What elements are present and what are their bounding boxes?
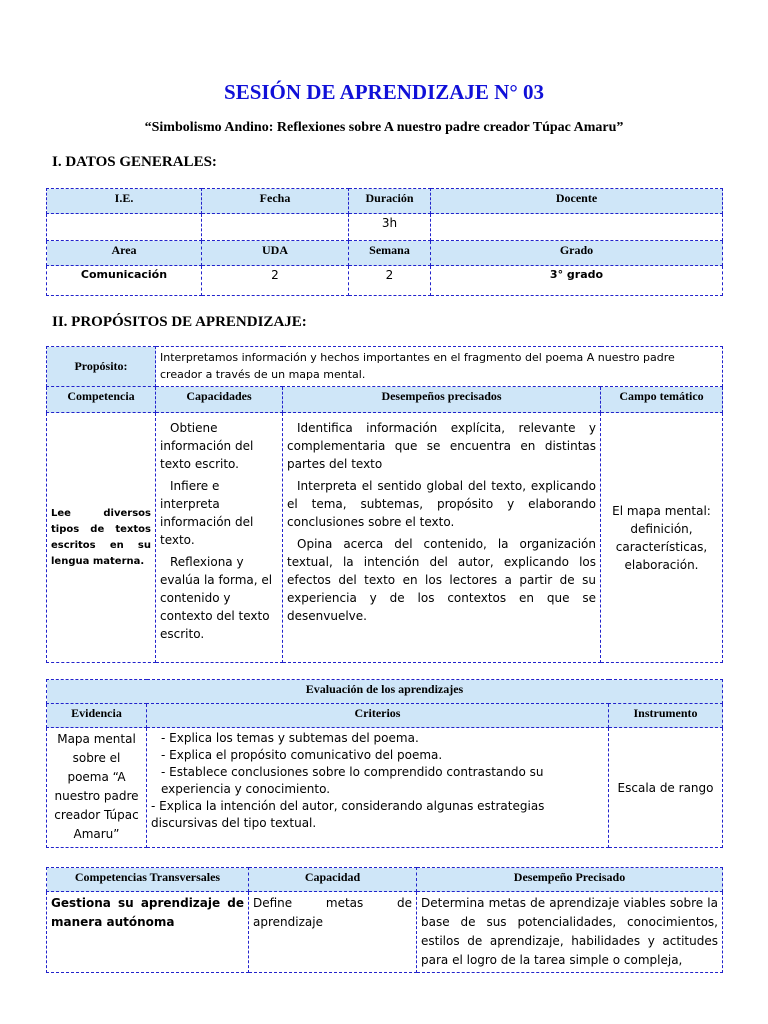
desempenos-cell <box>283 413 601 663</box>
criterio-item: - Explica los temas y subtemas del poema. <box>161 731 419 745</box>
header-grado: Grado <box>431 241 723 266</box>
desempeno-item: Identifica información explícita, relevante y complementaria que se encuentra en distintas partes del texto <box>287 421 596 471</box>
header-capacidad: Capacidad <box>249 868 417 892</box>
header-campo-tematico: Campo temático <box>601 387 723 413</box>
propositos-table <box>46 346 723 663</box>
value-docente <box>431 214 723 241</box>
value-area: Comunicación <box>47 266 202 296</box>
header-docente: Docente <box>431 189 723 214</box>
section-datos-generales: I. DATOS GENERALES: <box>52 154 217 170</box>
header-semana: Semana <box>349 241 431 266</box>
desempeno-item: Interpreta el sentido global del texto, explicando el tema, subtemas, propósito y elaborando conclusiones sobre el texto. <box>287 479 596 529</box>
header-evidencia: Evidencia <box>47 704 147 728</box>
page-title: SESIÓN DE APRENDIZAJE N° 03 <box>224 80 544 104</box>
criterios-cell <box>147 728 609 848</box>
datos-generales-table <box>46 188 723 296</box>
proposito-text: Interpretamos información y hechos importantes en el fragmento del poema A nuestro padre creador a través de un mapa mental. <box>156 347 723 387</box>
header-area: Area <box>47 241 202 266</box>
header-ie: I.E. <box>47 189 202 214</box>
header-duracion: Duración <box>349 189 431 214</box>
capacidades-cell <box>156 413 283 663</box>
value-duracion: 3h <box>349 214 431 241</box>
evidencia-text: Mapa mental sobre el poema “A nuestro padre creador Túpac Amaru” <box>47 728 147 848</box>
desempeno-item: Opina acerca del contenido, la organización textual, la intención del autor, explicando los efectos del texto en los lectores a partir de su experiencia y de los contextos en que se desenvuelve. <box>287 537 596 623</box>
header-fecha: Fecha <box>202 189 349 214</box>
header-criterios: Criterios <box>147 704 609 728</box>
value-ie <box>47 214 202 241</box>
competencia-text: Lee diversos tipos de textos escritos en su lengua materna. <box>47 413 156 663</box>
proposito-label: Propósito: <box>47 347 156 387</box>
criterio-item: - Establece conclusiones sobre lo comprendido contrastando su experiencia y conocimiento. <box>161 765 544 796</box>
value-semana: 2 <box>349 266 431 296</box>
capacidad-item: Infiere e interpreta información del texto. <box>160 479 254 547</box>
header-desempeno-precisado: Desempeño Precisado <box>417 868 723 892</box>
header-capacidades: Capacidades <box>156 387 283 413</box>
evaluacion-title: Evaluación de los aprendizajes <box>47 680 723 704</box>
page-subtitle: “Simbolismo Andino: Reflexiones sobre A nuestro padre creador Túpac Amaru” <box>144 120 624 135</box>
capacidad-item: Reflexiona y evalúa la forma, el contenido y contexto del texto escrito. <box>160 555 273 641</box>
section-propositos: II. PROPÓSITOS DE APRENDIZAJE: <box>52 314 307 330</box>
evaluacion-table <box>46 679 723 848</box>
value-uda: 2 <box>202 266 349 296</box>
header-competencia: Competencia <box>47 387 156 413</box>
header-desempenos: Desempeños precisados <box>283 387 601 413</box>
header-competencias-transversales: Competencias Transversales <box>47 868 249 892</box>
criterio-item: - Explica la intención del autor, considerando algunas estrategias discursivas del tipo textual. <box>151 799 545 830</box>
instrumento-text: Escala de rango <box>609 728 723 848</box>
desempeno-precisado-text: Determina metas de aprendizaje viables sobre la base de sus potencialidades, conocimientos, estilos de aprendizaje, habilidades y actitudes para el logro de la tarea simple o compleja, <box>417 892 723 973</box>
capacidad-item: Obtiene información del texto escrito. <box>160 421 254 471</box>
header-instrumento: Instrumento <box>609 704 723 728</box>
value-fecha <box>202 214 349 241</box>
header-uda: UDA <box>202 241 349 266</box>
competencia-transversal-text: Gestiona su aprendizaje de manera autónoma <box>47 892 249 973</box>
criterio-item: - Explica el propósito comunicativo del poema. <box>161 748 443 762</box>
transversales-table <box>46 867 723 973</box>
capacidad-text: Define metas de aprendizaje <box>249 892 417 973</box>
value-grado: 3° grado <box>431 266 723 296</box>
campo-tematico-text: El mapa mental: definición, características, elaboración. <box>601 413 723 663</box>
